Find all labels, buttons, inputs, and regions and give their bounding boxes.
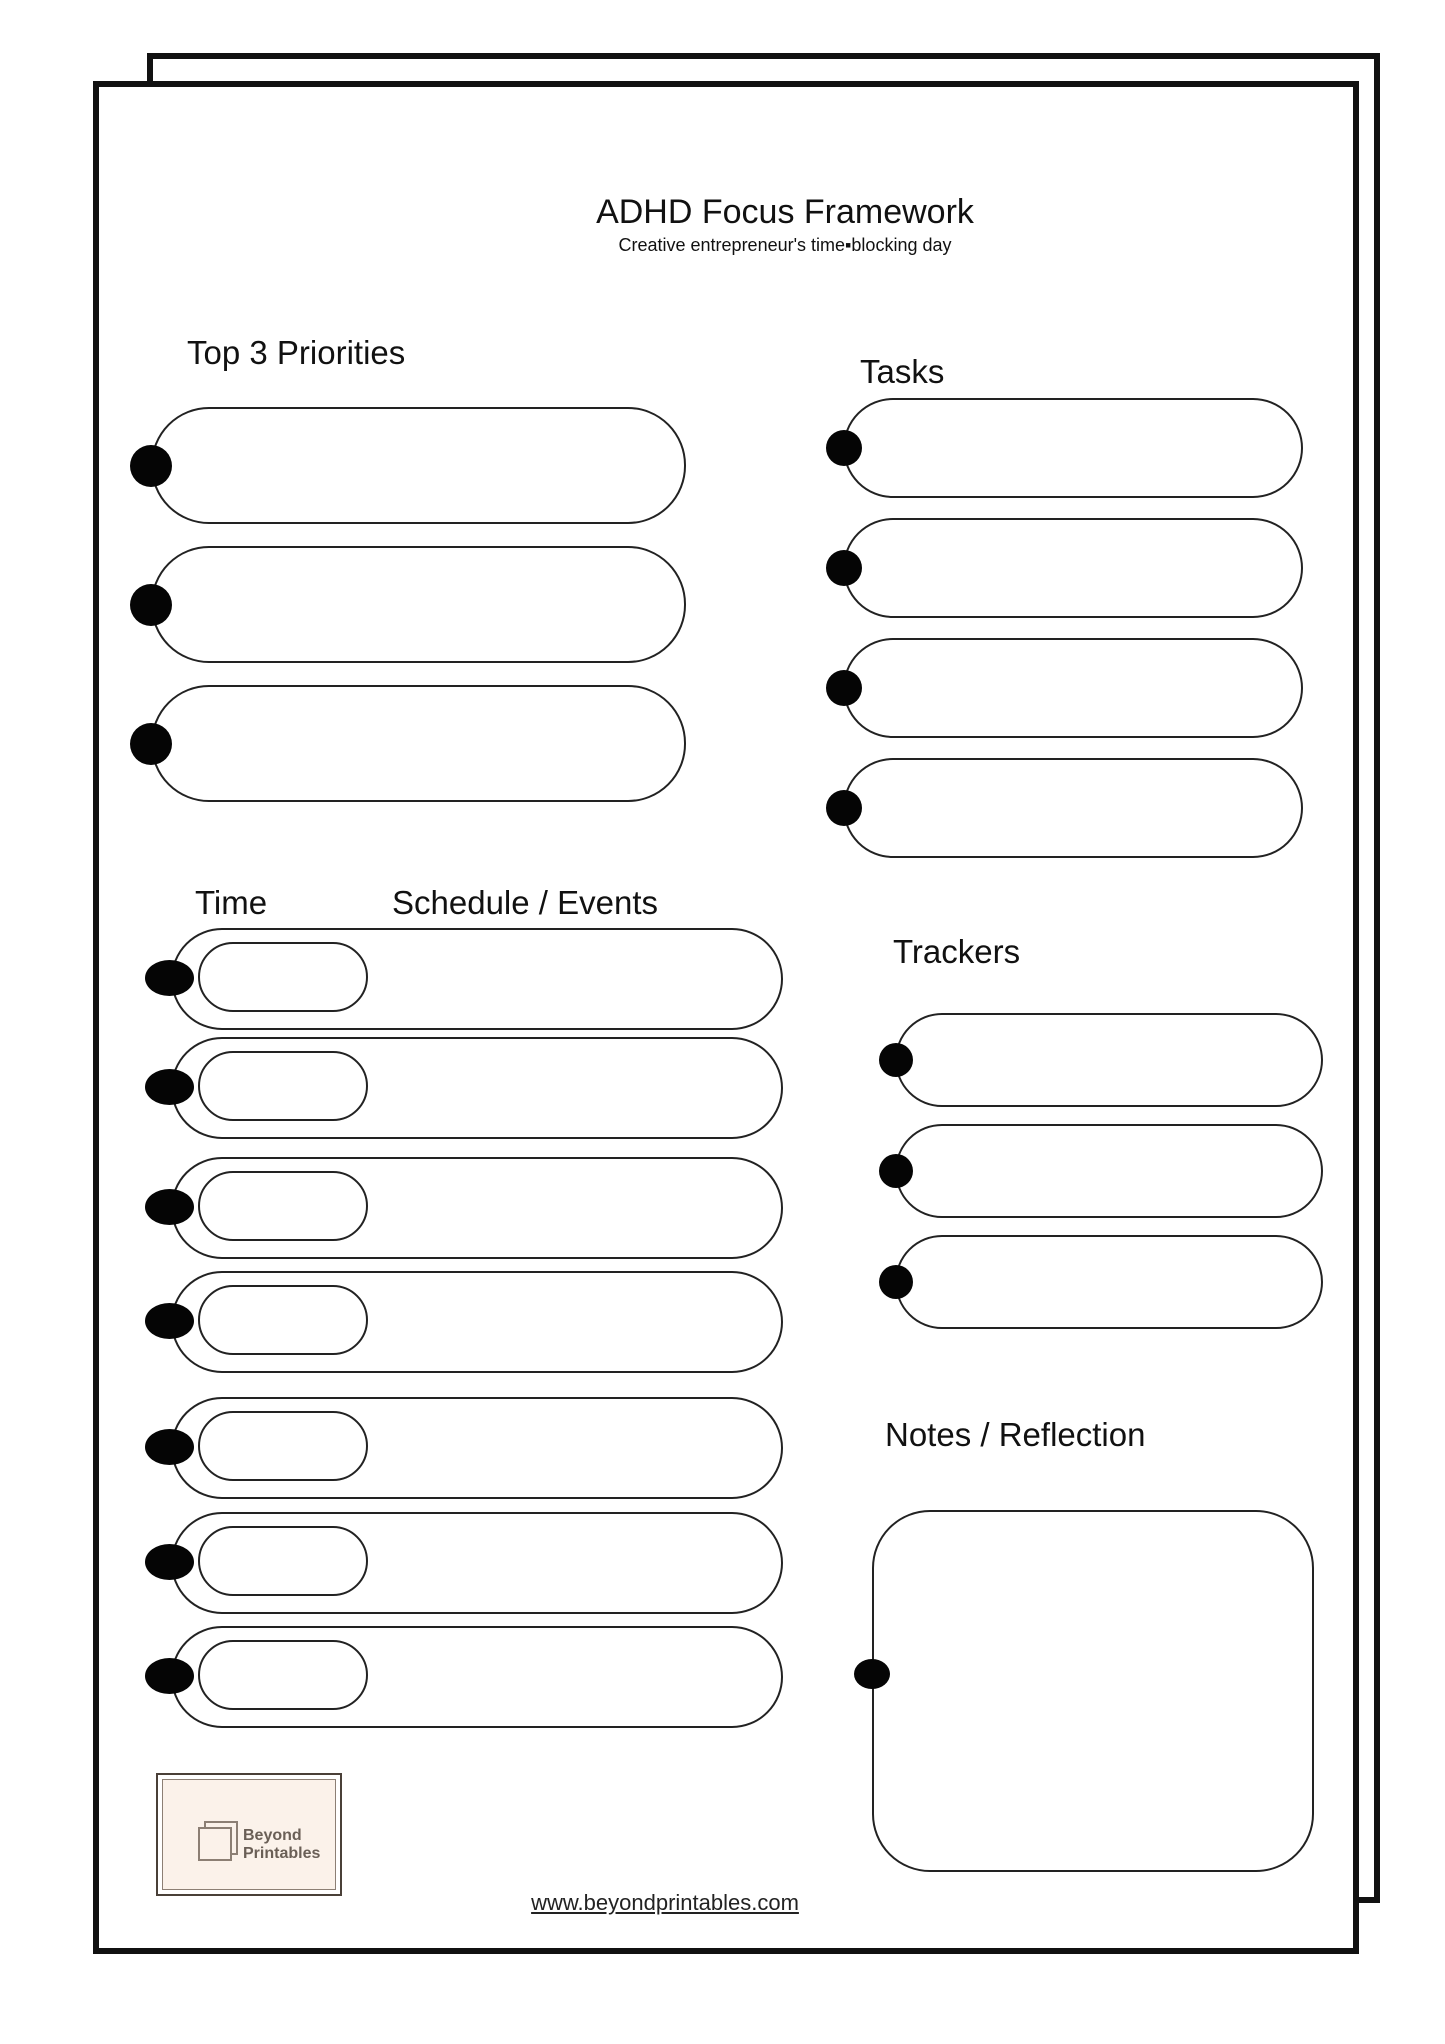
event-bullet-dot <box>145 1189 194 1225</box>
logo-line-2: Printables <box>243 1845 321 1862</box>
time-heading: Time <box>195 884 268 921</box>
page-subtitle: Creative entrepreneur's time▪blocking day <box>618 235 952 255</box>
priority-bullet-dot <box>130 723 172 765</box>
tracker-slot[interactable] <box>895 1124 1323 1218</box>
trackers-heading: Trackers <box>893 933 1021 970</box>
notes-heading: Notes / Reflection <box>885 1416 1146 1453</box>
schedule-events-heading: Schedule / Events <box>392 884 658 921</box>
event-bullet-dot <box>145 960 194 996</box>
event-bullet-dot <box>145 1069 194 1105</box>
task-slot[interactable] <box>843 758 1303 858</box>
task-bullet-dot <box>826 430 862 466</box>
task-bullet-dot <box>826 790 862 826</box>
task-bullet-dot <box>826 670 862 706</box>
time-slot[interactable] <box>198 1640 368 1710</box>
notes-bullet-dot <box>854 1659 890 1689</box>
brand-logo <box>156 1773 342 1896</box>
priority-bullet-dot <box>130 445 172 487</box>
time-slot[interactable] <box>198 1285 368 1355</box>
priorities-heading: Top 3 Priorities <box>187 334 406 371</box>
task-slot[interactable] <box>843 638 1303 738</box>
task-slot[interactable] <box>843 398 1303 498</box>
event-bullet-dot <box>145 1303 194 1339</box>
task-slot[interactable] <box>843 518 1303 618</box>
tracker-slot[interactable] <box>895 1013 1323 1107</box>
time-slot[interactable] <box>198 1526 368 1596</box>
logo-wordmark <box>243 1827 320 1863</box>
website-link[interactable]: www.beyondprintables.com <box>531 1890 799 1915</box>
event-bullet-dot <box>145 1544 194 1580</box>
tracker-slot[interactable] <box>895 1235 1323 1329</box>
notes-box[interactable] <box>872 1510 1314 1872</box>
event-bullet-dot <box>145 1429 194 1465</box>
stacked-squares-icon <box>197 1820 239 1864</box>
page-title: ADHD Focus Framework <box>596 193 974 231</box>
time-slot[interactable] <box>198 942 368 1012</box>
event-bullet-dot <box>145 1658 194 1694</box>
tracker-bullet-dot <box>879 1154 913 1188</box>
priority-bullet-dot <box>130 584 172 626</box>
priority-slot[interactable] <box>151 685 686 802</box>
tracker-bullet-dot <box>879 1265 913 1299</box>
time-slot[interactable] <box>198 1051 368 1121</box>
logo-line-1: Beyond <box>243 1827 302 1844</box>
logo-panel <box>162 1779 336 1890</box>
tasks-heading: Tasks <box>860 353 945 390</box>
time-slot[interactable] <box>198 1411 368 1481</box>
time-slot[interactable] <box>198 1171 368 1241</box>
priority-slot[interactable] <box>151 546 686 663</box>
tracker-bullet-dot <box>879 1043 913 1077</box>
priority-slot[interactable] <box>151 407 686 524</box>
task-bullet-dot <box>826 550 862 586</box>
